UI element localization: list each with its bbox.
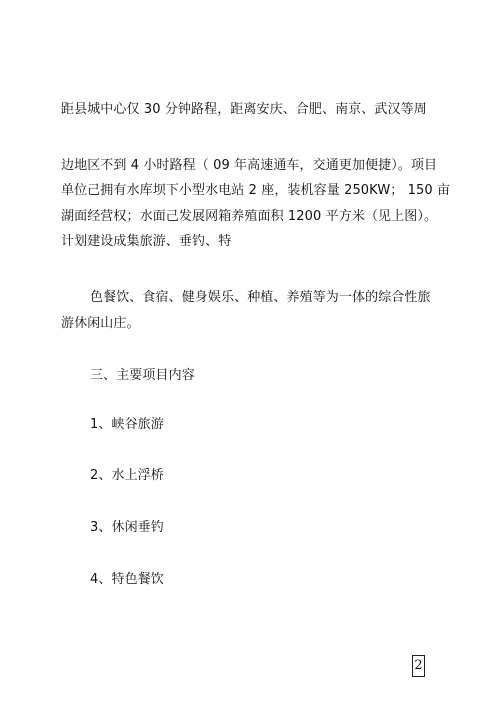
paragraph-line: 边地区不到 4 小时路程（ 09 年高速通车，交通更加便捷）。项目 xyxy=(61,158,438,173)
list-item: 4、特色餐饮 xyxy=(90,572,164,587)
section-heading: 三、主要项目内容 xyxy=(90,368,195,383)
paragraph-line: 计划建设成集旅游、垂钓、特 xyxy=(61,234,232,249)
list-item: 2、水上浮桥 xyxy=(90,468,164,483)
paragraph-line: 色餐饮、食宿、健身娱乐、种植、养殖等为一体的综合性旅 xyxy=(90,290,431,305)
paragraph-line: 单位己拥有水库坝下小型水电站 2 座，装机容量 250KW； 150 亩 xyxy=(61,183,451,198)
page-number: 2 xyxy=(412,655,425,677)
paragraph-line: 湖面经营权；水面己发展网箱养殖面积 1200 平方米（见上图）。 xyxy=(61,209,438,224)
list-item: 3、休闲垂钓 xyxy=(90,520,164,535)
list-item: 1、峡谷旅游 xyxy=(90,417,164,432)
paragraph-line: 游休闲山庄。 xyxy=(61,316,140,331)
paragraph-line: 距县城中心仅 30 分钟路程，距离安庆、合肥、南京、武汉等周 xyxy=(61,102,427,117)
